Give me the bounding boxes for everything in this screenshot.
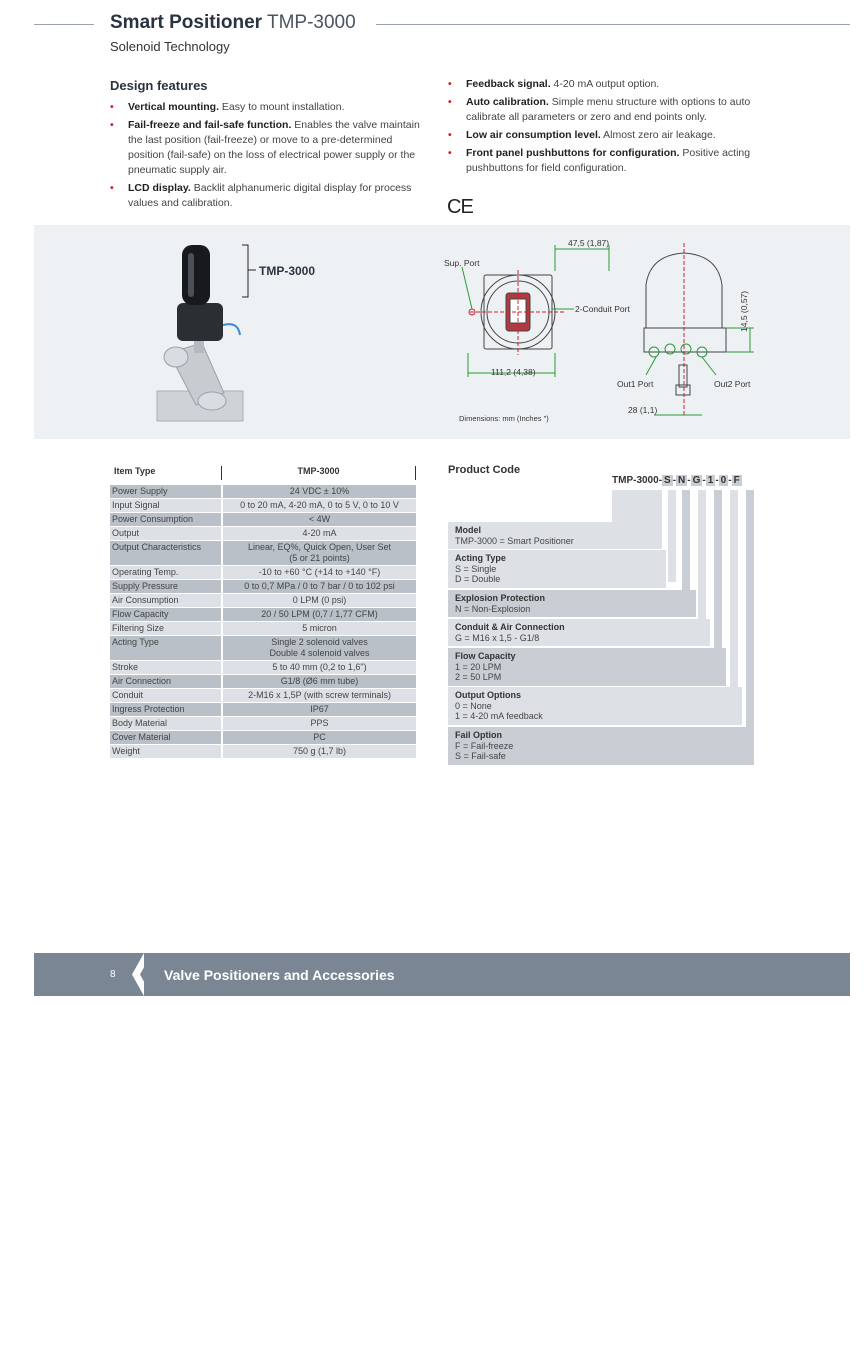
spec-value-cell (223, 485, 416, 498)
spec-header-item: Item Type (110, 466, 222, 480)
spec-value: -10 to +60 °C (+14 to +140 °F) (258, 567, 381, 577)
product-code-option: 1 = 20 LPM (455, 661, 502, 672)
spec-key: Stroke (110, 661, 221, 674)
spec-row (110, 661, 416, 674)
spec-row (110, 566, 416, 579)
spec-value: 2-M16 x 1,5P (with screw terminals) (248, 690, 391, 700)
spec-row (110, 622, 416, 635)
feature-text: Enables the valve maintain the last position (fail-freeze) or move to a pre-determined position (fail-safe) on the loss of electrical power supply or the pneumatic supply air. (128, 119, 420, 176)
spec-value-cell (223, 675, 416, 688)
spec-key: Body Material (110, 717, 221, 730)
dim-height-label: 14,5 (0,57) (739, 290, 749, 332)
spec-key: Filtering Size (110, 622, 221, 635)
spec-row (110, 485, 416, 498)
product-code-block-title: Flow Capacity (455, 651, 516, 661)
dimensions-note: Dimensions: mm (Inches ") (459, 414, 549, 423)
page-footer (34, 953, 850, 996)
spec-row (110, 675, 416, 688)
product-code-option: G = M16 x 1,5 - G1/8 (455, 632, 540, 643)
features-left-column (110, 100, 422, 214)
spec-key: Supply Pressure (110, 580, 221, 593)
feature-item (110, 118, 422, 178)
spec-value: 0 LPM (0 psi) (292, 595, 347, 605)
feature-text: Easy to mount installation. (219, 101, 345, 113)
conduit-port-label: 2-Conduit Port (575, 304, 630, 314)
bullet-icon: • (448, 78, 452, 90)
page-number: 8 (110, 969, 116, 980)
spec-value-cell (223, 541, 416, 565)
product-code-segment: - (687, 475, 691, 486)
spec-value: 24 VDC ± 10% (289, 486, 350, 496)
dim-width-label: 111,2 (4,38) (491, 367, 536, 377)
spec-value-cell (223, 689, 416, 702)
spec-value: 0 to 20 mA, 4-20 mA, 0 to 5 V, 0 to 10 V (240, 500, 399, 510)
feature-item (448, 128, 768, 143)
spec-row (110, 541, 416, 565)
spec-row (110, 636, 416, 660)
out2-port-label: Out2 Port (714, 379, 751, 389)
spec-value-cell (223, 636, 416, 660)
spec-row (110, 527, 416, 540)
feature-text: Simple menu structure with options to auto calibrate all parameters or zero and end points only. (466, 96, 751, 123)
spec-value: 20 / 50 LPM (0,7 / 1,77 CFM) (261, 609, 378, 619)
page-subtitle: Solenoid Technology (110, 39, 230, 54)
spec-header-model: TMP-3000 (222, 466, 416, 480)
ce-mark: CE (447, 196, 473, 218)
features-right-column (448, 77, 768, 179)
feature-text: Backlit alphanumeric digital display for process values and calibration. (128, 182, 412, 209)
product-code-block (448, 619, 710, 646)
product-code-segment: - (715, 475, 719, 486)
page-title-model: TMP-3000 (266, 12, 356, 33)
product-code-segment: N (678, 475, 686, 486)
spec-value: 5 micron (302, 623, 337, 633)
feature-text: Positive acting pushbuttons for field configuration. (466, 147, 751, 174)
bullet-icon: • (110, 119, 114, 131)
spec-value: Linear, EQ%, Quick Open, User Set (247, 542, 392, 552)
spec-value-cell (223, 580, 416, 593)
spec-key: Output Characteristics (110, 541, 221, 565)
bullet-icon: • (110, 182, 114, 194)
product-code-block (448, 727, 754, 765)
product-code-block (448, 550, 666, 588)
spec-value: G1/8 (Ø6 mm tube) (280, 676, 359, 686)
feature-title: Vertical mounting. (128, 101, 220, 113)
product-code-option: TMP-3000 = Smart Positioner (455, 535, 574, 546)
spec-key: Conduit (110, 689, 221, 702)
spec-value-cell (223, 622, 416, 635)
spec-key: Air Consumption (110, 594, 221, 607)
product-code-segment: S (664, 475, 671, 486)
product-figure (34, 225, 850, 439)
spec-value-cell (223, 731, 416, 744)
product-code-block-title: Model (455, 525, 481, 535)
spec-row (110, 717, 416, 730)
spec-row (110, 703, 416, 716)
spec-value-line2: Double 4 solenoid valves (269, 648, 370, 658)
feature-title: Auto calibration. (466, 96, 549, 108)
spec-row (110, 580, 416, 593)
feature-title: Low air consumption level. (466, 129, 601, 141)
footer-tab-shape (34, 953, 144, 996)
product-code-option: 1 = 4-20 mA feedback (455, 711, 543, 721)
feature-text: 4-20 mA output option. (550, 78, 660, 90)
footer-section-title: Valve Positioners and Accessories (164, 967, 395, 983)
spec-value: 750 g (1,7 lb) (292, 746, 347, 756)
spec-row (110, 594, 416, 607)
feature-item (110, 100, 422, 115)
product-code-segment: 0 (720, 475, 727, 486)
spec-value: IP67 (310, 704, 329, 714)
feature-item (110, 181, 422, 211)
feature-item (448, 146, 768, 176)
feature-title: LCD display. (128, 182, 191, 194)
spec-key: Weight (110, 745, 221, 758)
dim-bottom-label: 28 (1,1) (628, 405, 658, 415)
spec-key: Power Supply (110, 485, 221, 498)
spec-key: Input Signal (110, 499, 221, 512)
spec-row (110, 731, 416, 744)
side-view-drawing-icon (644, 243, 754, 415)
spec-key: Air Connection (110, 675, 221, 688)
spec-value-cell (223, 661, 416, 674)
product-code-title: Product Code (448, 464, 521, 476)
spec-value-cell (223, 594, 416, 607)
product-code-segment: - (702, 475, 706, 486)
spec-row (110, 689, 416, 702)
features-heading: Design features (110, 78, 208, 93)
sup-port-label: Sup. Port (444, 258, 480, 268)
spec-value: PC (313, 732, 326, 742)
spec-row (110, 513, 416, 526)
out1-port-label: Out1 Port (617, 379, 654, 389)
product-code-block-title: Output Options (455, 690, 521, 700)
product-code-option: 2 = 50 LPM (455, 672, 502, 682)
product-code-segment: TMP-3000 (612, 475, 659, 486)
spec-value-cell (223, 527, 416, 540)
spec-key: Power Consumption (110, 513, 221, 526)
feature-title: Front panel pushbuttons for configuration. (466, 147, 680, 159)
spec-value: 5 to 40 mm (0,2 to 1,6") (272, 662, 367, 672)
product-figure-band (34, 225, 850, 439)
spec-value: 0 to 0,7 MPa / 0 to 7 bar / 0 to 102 psi (244, 581, 395, 591)
bullet-icon: • (448, 96, 452, 108)
product-code-block (448, 648, 726, 686)
product-code-option: D = Double (455, 574, 501, 584)
spec-row (110, 499, 416, 512)
spec-row (110, 745, 416, 758)
spec-value-cell (223, 717, 416, 730)
feature-item (448, 77, 768, 92)
spec-value-cell (223, 608, 416, 621)
header-rule-left (34, 24, 94, 25)
header-rule-right (376, 24, 850, 25)
spec-value-cell (223, 703, 416, 716)
product-code-block-title: Fail Option (455, 730, 502, 740)
spec-key: Cover Material (110, 731, 221, 744)
product-code-option: S = Fail-safe (455, 751, 506, 761)
product-code-block (448, 590, 696, 617)
dim-top-label: 47,5 (1,87) (568, 238, 610, 248)
spec-value: PPS (310, 718, 329, 728)
product-code-segment: 1 (707, 475, 714, 486)
feature-item (448, 95, 768, 125)
spec-key: Operating Temp. (110, 566, 221, 579)
spec-value-cell (223, 513, 416, 526)
feature-title: Feedback signal. (466, 78, 551, 90)
product-code-segment: F (733, 475, 740, 486)
product-code-string (612, 475, 742, 486)
spec-value: < 4W (308, 514, 331, 524)
bullet-icon: • (448, 147, 452, 159)
product-photo-icon (157, 245, 243, 421)
product-code-block (448, 687, 742, 725)
product-code-block-title: Acting Type (455, 553, 506, 563)
product-code-block (448, 522, 662, 549)
spec-key: Flow Capacity (110, 608, 221, 621)
spec-value-cell (223, 566, 416, 579)
product-label: TMP-3000 (259, 264, 316, 278)
product-code-block-title: Conduit & Air Connection (455, 622, 565, 632)
spec-key: Output (110, 527, 221, 540)
product-code-block-title: Explosion Protection (455, 593, 546, 603)
feature-title: Fail-freeze and fail-safe function. (128, 119, 292, 131)
spec-value: 4-20 mA (302, 528, 337, 538)
spec-value-line2: (5 or 21 points) (289, 553, 350, 563)
product-code-option: S = Single (455, 563, 497, 574)
product-code-option: F = Fail-freeze (455, 740, 514, 751)
spec-value-cell (223, 499, 416, 512)
spec-table-header (110, 462, 416, 484)
product-code-segment: G (692, 475, 701, 486)
spec-value: Single 2 solenoid valves (271, 637, 368, 647)
spec-table (110, 462, 416, 758)
bullet-icon: • (448, 129, 452, 141)
page-title: Smart Positioner TMP-3000 (110, 12, 356, 33)
spec-value-cell (223, 745, 416, 758)
product-code-segment: - (658, 475, 663, 486)
spec-row (110, 608, 416, 621)
product-code-option: 0 = None (455, 700, 492, 711)
spec-key: Acting Type (110, 636, 221, 660)
product-code-option: N = Non-Explosion (455, 603, 531, 614)
feature-text: Almost zero air leakage. (600, 129, 716, 141)
bullet-icon: • (110, 101, 114, 113)
product-code-segment: - (728, 475, 732, 486)
product-code-segment: - (672, 475, 677, 486)
spec-key: Ingress Protection (110, 703, 221, 716)
